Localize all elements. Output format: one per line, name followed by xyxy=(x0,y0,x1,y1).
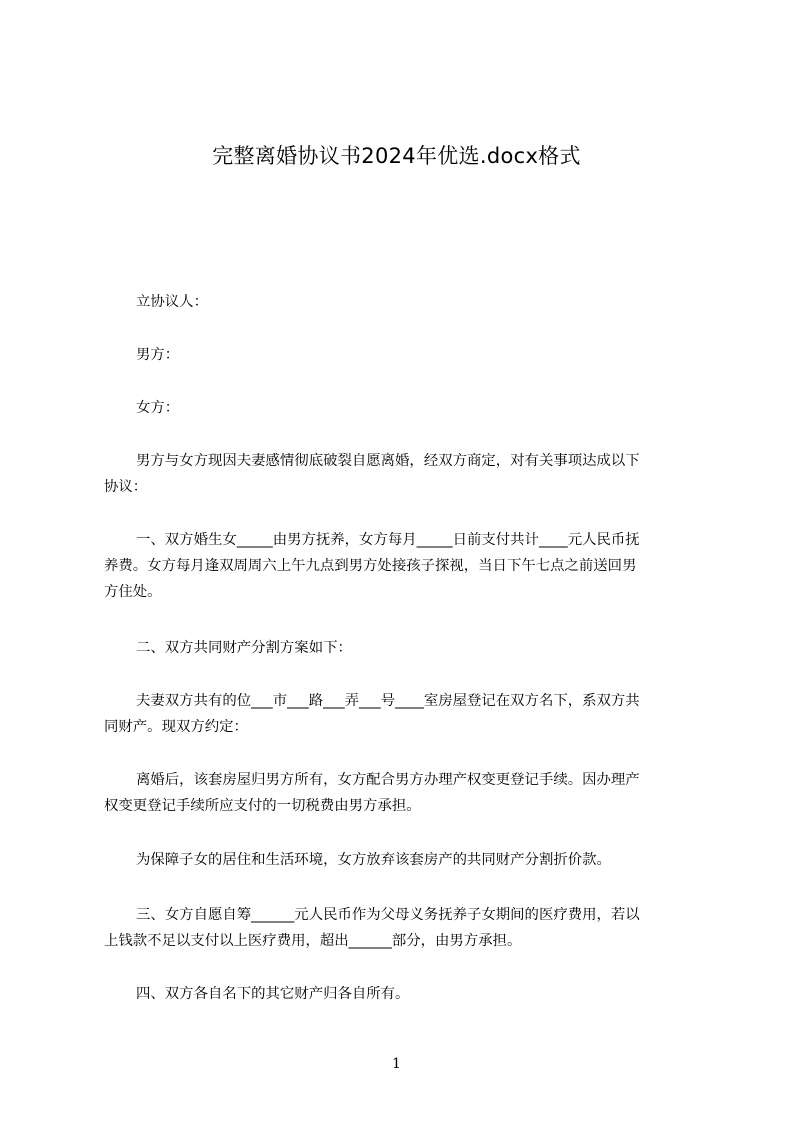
paragraph-line: 离婚后，该套房屋归男方所有，女方配合男方办理产权变更登记手续。因办理产 xyxy=(136,772,640,788)
paragraph-after-divorce xyxy=(104,767,704,819)
paragraph-clause-four xyxy=(104,981,704,1007)
paragraph-line: 女方： xyxy=(136,400,180,416)
paragraph-husband xyxy=(104,342,704,368)
paragraph-clause-two xyxy=(104,635,704,661)
paragraph-line: 协议： xyxy=(104,479,148,495)
paragraph-line: 为保障子女的居住和生活环境，女方放弃该套房产的共同财产分割折价款。 xyxy=(136,852,611,868)
paragraph-line: 一、双方婚生女_____由男方抚养，女方每月_____日前支付共计____元人民币抚 xyxy=(136,532,640,548)
paragraph-intro xyxy=(104,448,704,500)
paragraph-waiver xyxy=(104,847,704,873)
document-title: 完整离婚协议书2024年优选.docx格式 xyxy=(212,144,581,168)
paragraph-line: 立协议人： xyxy=(136,294,208,310)
paragraph-line: 上钱款不足以支付以上医疗费用，超出______部分，由男方承担。 xyxy=(104,933,522,949)
paragraph-line: 男方与女方现因夫妻感情彻底破裂自愿离婚，经双方商定，对有关事项达成以下 xyxy=(136,453,640,469)
paragraph-line: 夫妻双方共有的位___市___路___弄___号____室房屋登记在双方名下，系双方共 xyxy=(136,693,640,709)
page-number: 1 xyxy=(392,1056,401,1072)
paragraph-line: 三、女方自愿自筹______元人民币作为父母义务抚养子女期间的医疗费用，若以 xyxy=(136,907,640,923)
paragraph-wife xyxy=(104,395,704,421)
paragraph-clause-three xyxy=(104,902,704,954)
paragraph-clause-one xyxy=(104,527,704,605)
paragraph-parties-heading xyxy=(104,289,704,315)
paragraph-property xyxy=(104,688,704,740)
paragraph-line: 二、双方共同财产分割方案如下： xyxy=(136,640,352,656)
paragraph-line: 男方： xyxy=(136,347,180,363)
paragraph-line: 四、双方各自名下的其它财产归各自所有。 xyxy=(136,986,410,1002)
paragraph-line: 养费。女方每月逢双周周六上午九点到男方处接孩子探视，当日下午七点之前送回男 xyxy=(104,558,637,574)
paragraph-line: 同财产。现双方约定： xyxy=(104,719,248,735)
paragraph-line: 方住处。 xyxy=(104,584,162,600)
paragraph-line: 权变更登记手续所应支付的一切税费由男方承担。 xyxy=(104,798,421,814)
